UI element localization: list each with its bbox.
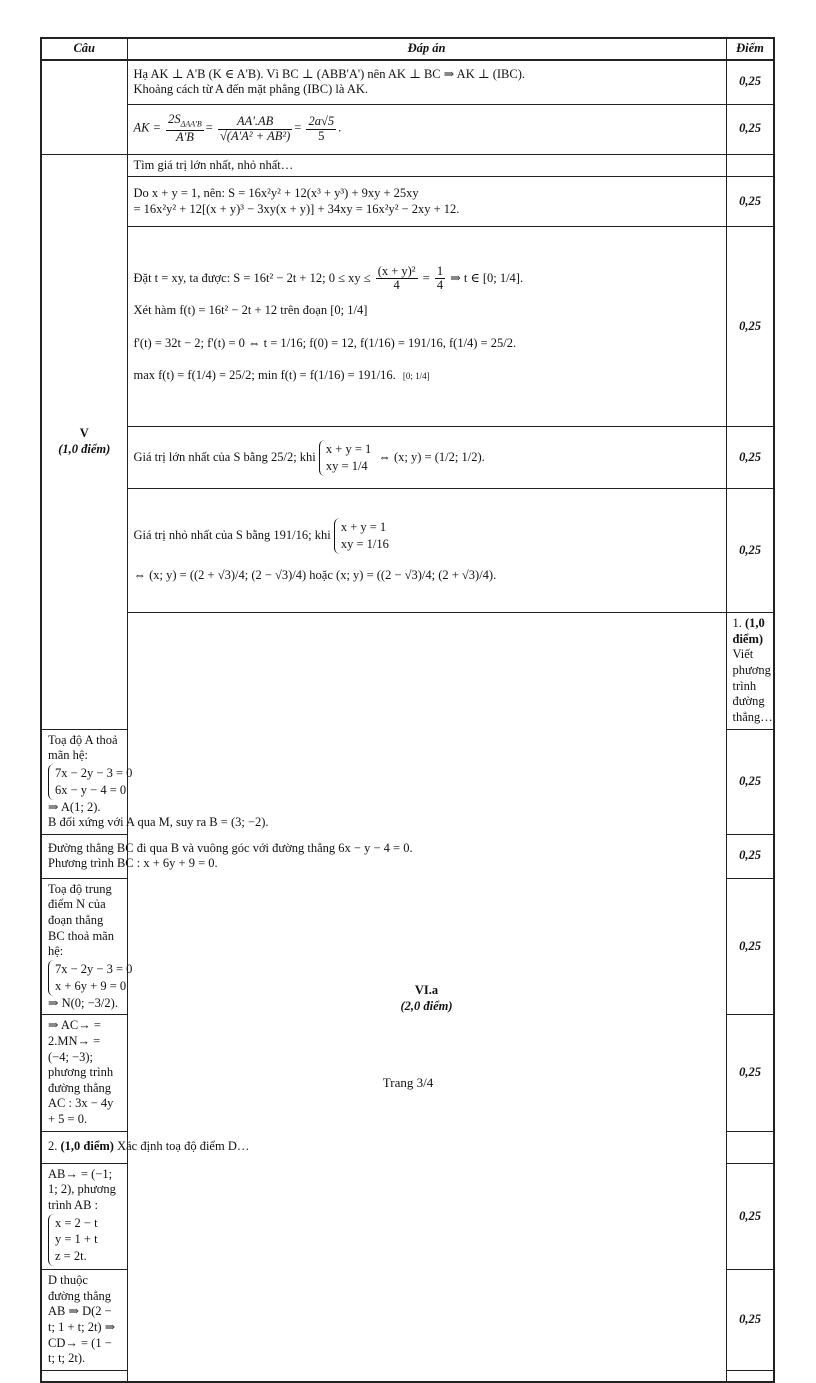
s6-r3-system bbox=[48, 960, 136, 996]
s5-r2-line-1 bbox=[134, 262, 720, 295]
s5-r2-frac-num: (x + y)² bbox=[377, 263, 416, 278]
s6-r1-top bbox=[48, 732, 133, 816]
s5-r4-a: Giá trị nhỏ nhất của S bằng 191/16; khi bbox=[133, 527, 331, 542]
s4-ak-lhs: AK = bbox=[133, 120, 162, 135]
s4-row-1 bbox=[41, 60, 774, 104]
s6-row-part1 bbox=[41, 613, 774, 729]
s6-p2-num: 2. bbox=[48, 1139, 58, 1154]
s5-r2-l1c: ⇒ t ∈ [0; 1/4]. bbox=[450, 270, 524, 285]
s6-r3-a: Toạ độ trung điểm N của đoạn thẳng BC thoả mãn hệ: bbox=[48, 881, 114, 959]
s5-row-4 bbox=[41, 489, 774, 613]
s6-r3-b: ⇒ N(0; −3/2). bbox=[48, 995, 118, 1010]
s5-answer-4 bbox=[127, 489, 726, 613]
s6-r1-line-2: B đối xứng với A qua M, suy ra B = (3; −2). bbox=[48, 815, 269, 830]
s5-r4-sys-1: x + y = 1 bbox=[340, 519, 387, 534]
s6-p2-bold: (1,0 điểm) bbox=[60, 1139, 114, 1154]
s6-r5-sys-3: z = 2t. bbox=[55, 1249, 87, 1264]
s6-part1-heading bbox=[726, 613, 774, 729]
s6-r1-b: ⇒ A(1; 2). bbox=[48, 799, 101, 814]
s5-r3-sys-1: x + y = 1 bbox=[325, 441, 372, 456]
s6-spacer-points bbox=[726, 1370, 774, 1382]
s5-r2-line-4 bbox=[134, 359, 720, 392]
s6-label: VI.a bbox=[414, 983, 439, 998]
s6-points-3: 0,25 bbox=[726, 878, 774, 1015]
s5-r4-sys-2: xy = 1/16 bbox=[340, 536, 389, 551]
s5-r2-frac-den: 4 bbox=[393, 278, 400, 293]
s5-r2-l1b: = bbox=[422, 270, 430, 285]
s6-r5-a: AB→ = (−1; 1; 2), phương trình AB : bbox=[48, 1166, 116, 1212]
s5-r4-system bbox=[334, 518, 393, 554]
s5-answer-2 bbox=[127, 227, 726, 427]
s4-answer-1 bbox=[127, 60, 726, 104]
s6-row-part2 bbox=[41, 1131, 774, 1163]
s6-r1-system bbox=[48, 764, 136, 800]
s6-points-5: 0,25 bbox=[726, 1163, 774, 1270]
s4-cau-cell bbox=[41, 60, 127, 154]
s6-points-4: 0,25 bbox=[726, 1015, 774, 1131]
s6-p1-text: Viết phương trình đường thẳng… bbox=[732, 647, 773, 724]
s6-part2-heading bbox=[41, 1131, 726, 1163]
s6-answer-6: D thuộc đường thẳng AB ⇒ D(2 − t; 1 + t; 2t) ⇒ CD→ = (1 − t; t; 2t). bbox=[41, 1270, 127, 1371]
s5-points-1: 0,25 bbox=[726, 177, 774, 227]
s5-r4-b: ⇔ (x; y) = ((2 + √3)/4; (2 − √3)/4) hoặc (x; y) = ((2 − √3)/4; (2 + √3)/4). bbox=[133, 567, 497, 582]
s5-cau-cell bbox=[41, 154, 127, 729]
s6-answer-2 bbox=[41, 834, 413, 878]
s6-r5-sys-1: x = 2 − t bbox=[55, 1215, 98, 1230]
s5-r2-line-2: Xét hàm f(t) = 16t² − 2t + 12 trên đoạn [0; 1/4] bbox=[133, 303, 368, 318]
s6-points-2: 0,25 bbox=[726, 834, 774, 878]
s4-frac-3 bbox=[306, 115, 336, 144]
s6-cau-cell bbox=[127, 613, 726, 1383]
s6-r1-sys-1: 7x − 2y − 3 = 0 bbox=[55, 765, 133, 780]
s5-r2-domain: [0; 1/4] bbox=[402, 371, 430, 382]
s5-r2-frac-g-den: 4 bbox=[436, 278, 444, 293]
s5-answer-3 bbox=[127, 427, 726, 489]
s6-p2-text: Xác định toạ độ điểm D… bbox=[117, 1139, 250, 1154]
s5-r2-frac-g bbox=[435, 265, 445, 294]
s5-row-intro bbox=[41, 154, 774, 177]
s5-r4-top bbox=[134, 518, 720, 554]
s5-r2-frac bbox=[376, 265, 418, 294]
s4-frac-1 bbox=[166, 113, 204, 144]
s5-r3-system bbox=[319, 440, 375, 476]
s5-intro-points bbox=[726, 154, 774, 177]
s4-frac-3-den: 5 bbox=[318, 128, 325, 143]
s5-r2-l1a: Đặt t = xy, ta được: S = 16t² − 2t + 12; 0 ≤ xy ≤ bbox=[133, 270, 371, 285]
answer-table bbox=[40, 37, 775, 1383]
header-dap-an: Đáp án bbox=[127, 38, 726, 60]
s6-p1-num: 1. bbox=[732, 616, 742, 631]
s6-r3-sys-1: 7x − 2y − 3 = 0 bbox=[55, 961, 133, 976]
s4-frac-1-den: A'B bbox=[175, 129, 194, 144]
s5-r3-a: Giá trị lớn nhất của S bằng 25/2; khi bbox=[133, 449, 316, 464]
s5-row-1 bbox=[41, 177, 774, 227]
s6-points-1: 0,25 bbox=[726, 729, 774, 834]
s5-points-4: 0,25 bbox=[726, 489, 774, 613]
s6-spacer-answer bbox=[41, 1370, 127, 1382]
s5-r1-line-2: = 16x²y² + 12[(x + y)³ − 3xy(x + y)] + 34xy = 16x²y² − 2xy + 12. bbox=[133, 201, 460, 216]
header-cau: Câu bbox=[41, 38, 127, 60]
s5-points-3: 0,25 bbox=[726, 427, 774, 489]
s4-frac-2 bbox=[218, 115, 292, 144]
s5-intro: Tìm giá trị lớn nhất, nhỏ nhất… bbox=[127, 154, 726, 177]
s5-r3-sys-2: xy = 1/4 bbox=[325, 458, 368, 473]
s6-r5-system bbox=[48, 1214, 102, 1267]
s5-label: V bbox=[79, 425, 89, 440]
s6-r1-sys-2: 6x − y − 4 = 0 bbox=[55, 782, 127, 797]
s4-frac-3-num: 2a√5 bbox=[308, 113, 335, 128]
s5-row-2 bbox=[41, 227, 774, 427]
s6-answer-1 bbox=[41, 729, 269, 834]
s4-points-2: 0,25 bbox=[726, 104, 774, 154]
s6-sub: (2,0 điểm) bbox=[400, 998, 453, 1013]
s6-r2-line-1: Đường thẳng BC đi qua B và vuông góc với đường thẳng 6x − y − 4 = 0. bbox=[48, 840, 413, 855]
s5-sub: (1,0 điểm) bbox=[58, 441, 111, 456]
s6-r1-a: Toạ độ A thoả mãn hệ: bbox=[48, 732, 118, 763]
s6-points-6: 0,25 bbox=[726, 1270, 774, 1371]
s6-answer-5 bbox=[41, 1163, 127, 1270]
s6-p1-bold: (1,0 điểm) bbox=[732, 616, 765, 646]
s4-row-2 bbox=[41, 104, 774, 154]
s4-frac-1-num: 2S bbox=[168, 112, 181, 127]
s5-r2-line-3: f'(t) = 32t − 2; f'(t) = 0 ⇔ t = 1/16; f(0) = 12, f(1/16) = 191/16, f(1/4) = 25/2. bbox=[133, 335, 517, 350]
s5-r1-line-1: Do x + y = 1, nên: S = 16x²y² + 12(x³ + y³) + 9xy + 25xy bbox=[133, 186, 419, 200]
s6-r2-line-2: Phương trình BC : x + 6y + 9 = 0. bbox=[48, 856, 218, 871]
s4-answer-2: AK = $\frac{2S_{\Delta AA'B}}{A'B}$ = $\frac{AA'.AB}{\text{√(A'A² + AB²)}}$ = $\frac{2a√5}{5}$ . bbox=[127, 104, 726, 154]
header-diem: Điểm bbox=[726, 38, 774, 60]
page-number: Trang 3/4 bbox=[382, 1075, 434, 1090]
s4-points-1: 0,25 bbox=[726, 60, 774, 104]
s4-frac-2-num: AA'.AB bbox=[218, 115, 292, 130]
s5-r2-min: min f(t) = f(1/16) = 191/16. bbox=[258, 368, 396, 383]
header-row bbox=[41, 38, 774, 60]
s6-answer-4: ⇒ AC→ = 2.MN→ = (−4; −3); phương trình đường thẳng AC : 3x − 4y + 5 = 0. bbox=[41, 1015, 127, 1131]
s5-r2-max: max f(t) = f(1/4) = 25/2; bbox=[133, 368, 255, 383]
s6-r5-sys-2: y = 1 + t bbox=[55, 1232, 98, 1247]
s5-answer-1 bbox=[127, 177, 726, 227]
s4-line-1: Hạ AK ⊥ A'B (K ∈ A'B). Vì BC ⊥ (ABB'A') nên AK ⊥ BC ⇒ AK ⊥ (IBC). bbox=[133, 66, 526, 81]
s6-answer-3 bbox=[41, 878, 133, 1015]
s6-r3-sys-2: x + 6y + 9 = 0 bbox=[55, 978, 127, 993]
s4-frac-2-den: √(A'A² + AB²) bbox=[219, 128, 291, 143]
s5-row-3 bbox=[41, 427, 774, 489]
s4-frac-1-sub: ΔAA'B bbox=[180, 119, 202, 129]
s5-r2-frac-g-num: 1 bbox=[436, 263, 444, 278]
s5-points-2: 0,25 bbox=[726, 227, 774, 427]
s4-line-2: Khoảng cách từ A đến mặt phẳng (IBC) là AK. bbox=[133, 82, 369, 97]
s5-r3-b: ⇔ (x; y) = (1/2; 1/2). bbox=[378, 449, 485, 464]
